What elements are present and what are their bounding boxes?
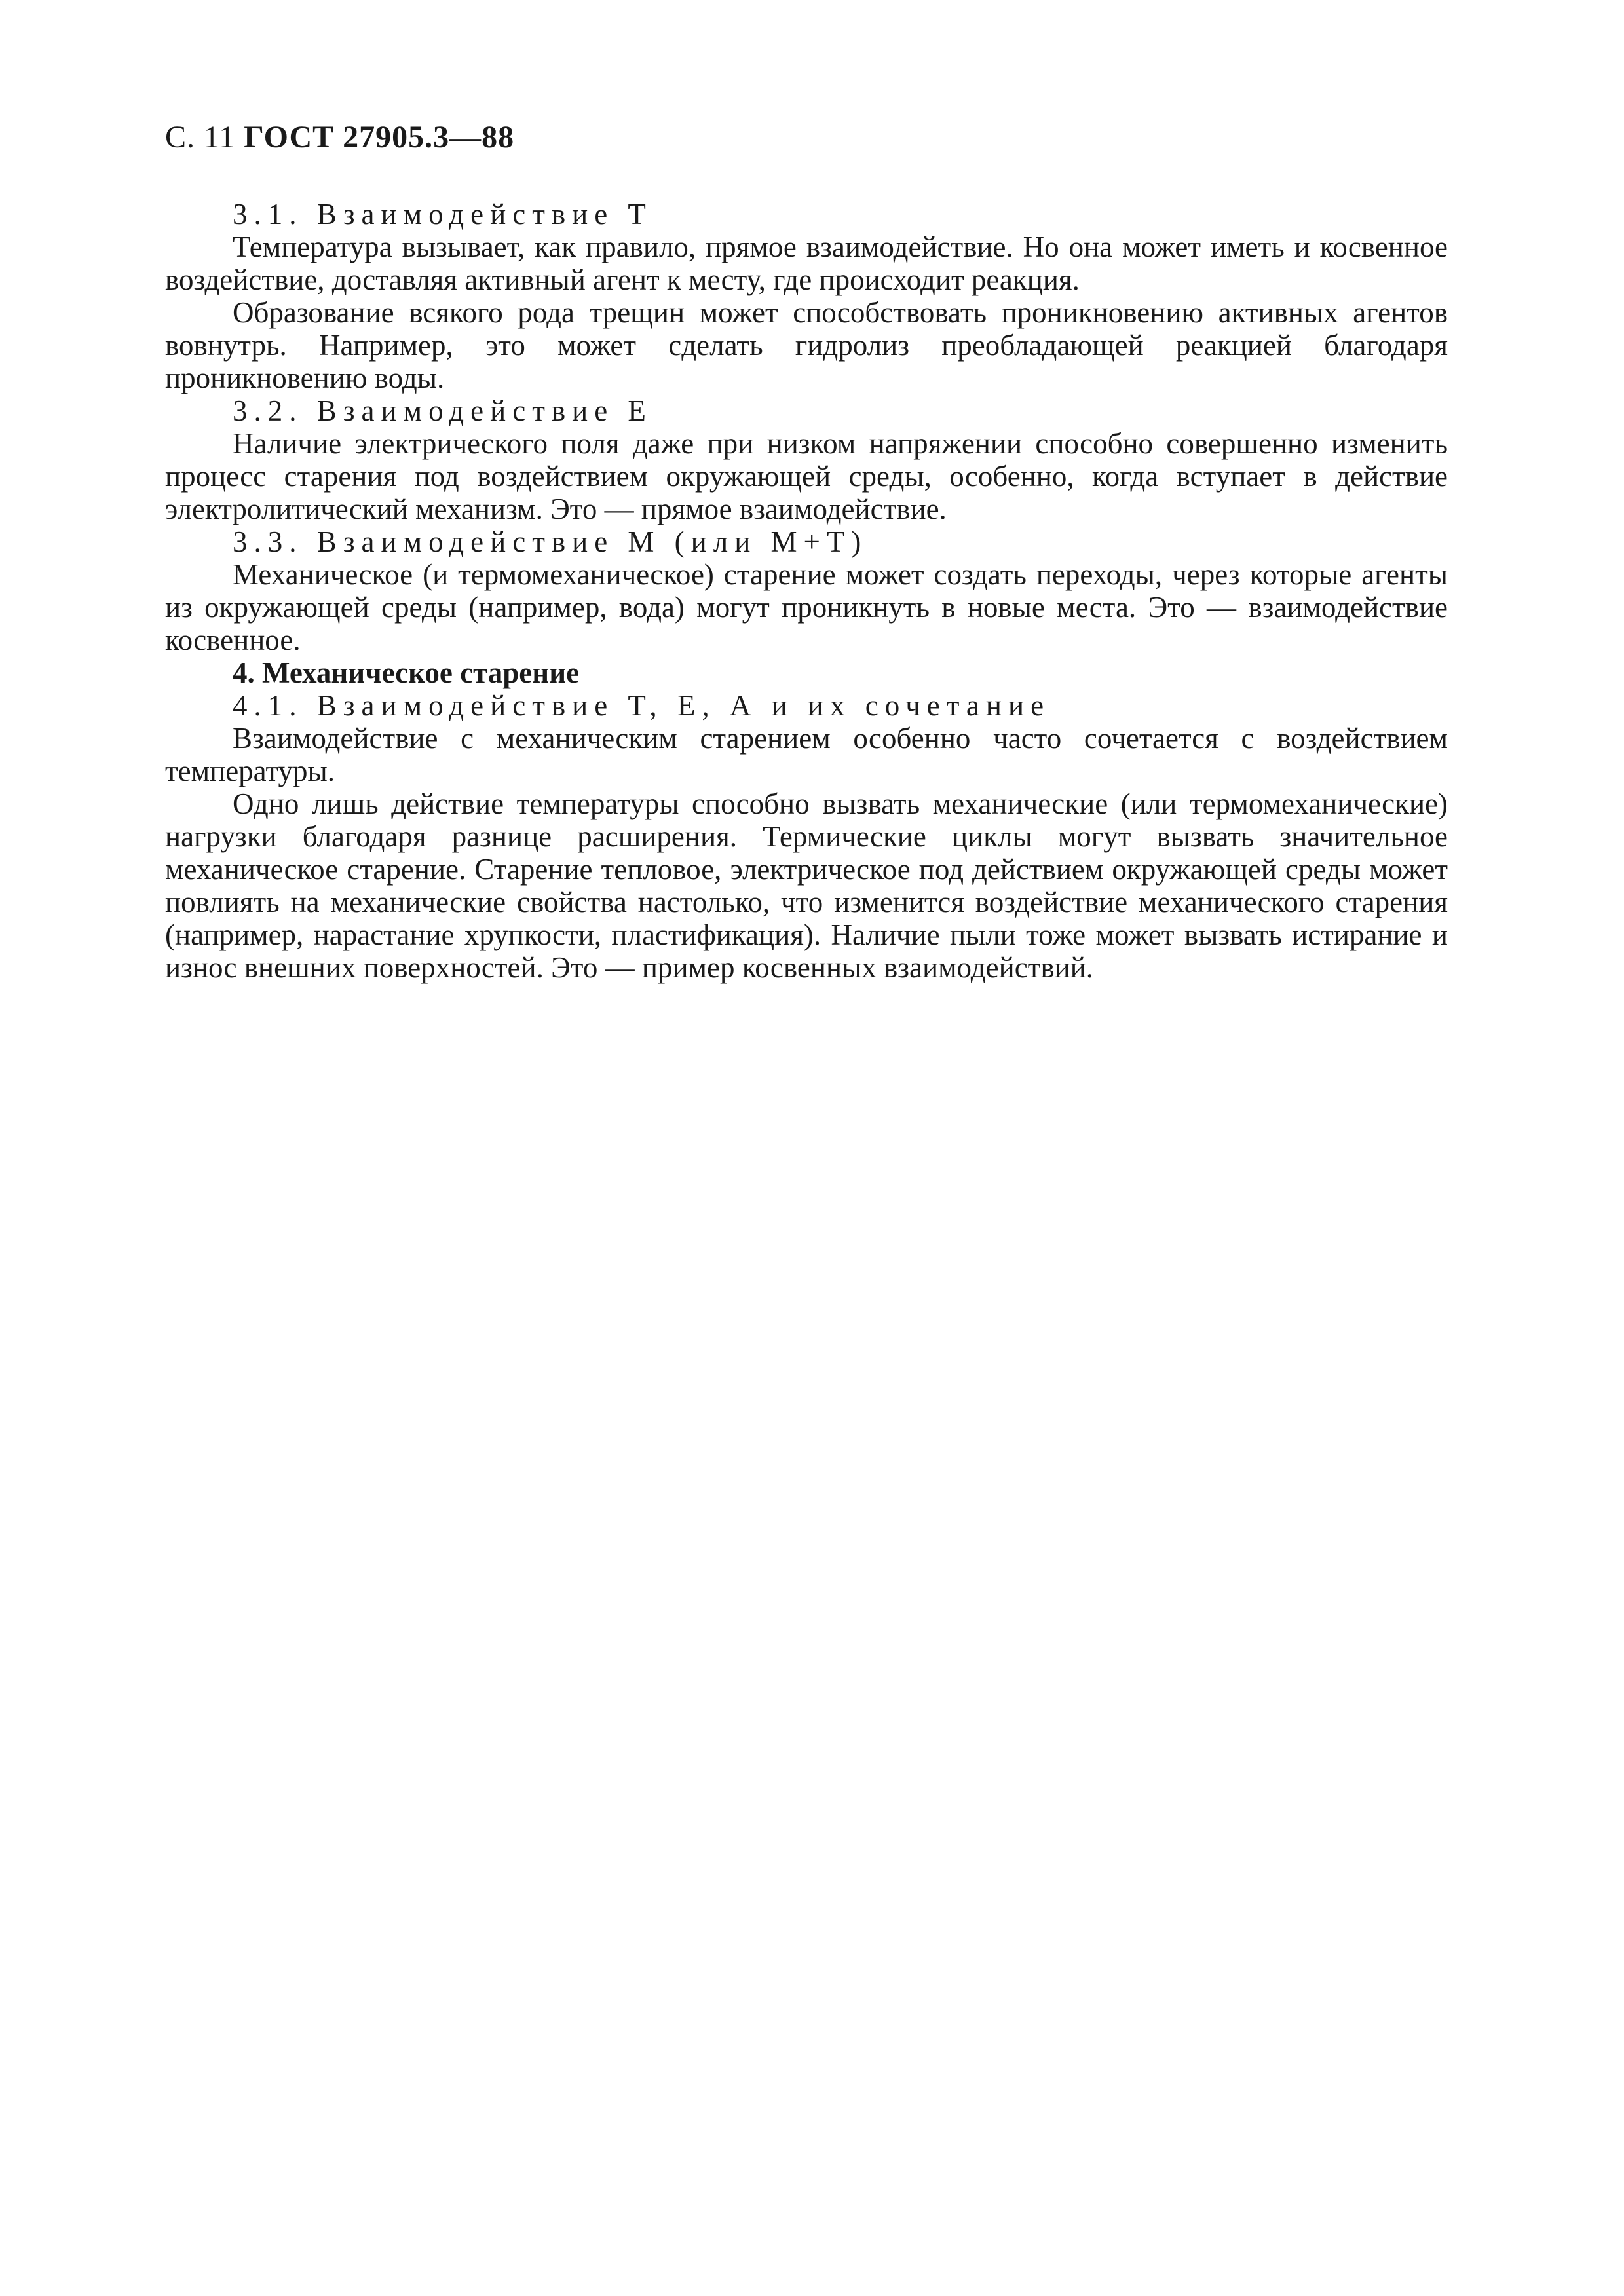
paragraph-3-1-b: Образование всякого рода трещин может способствовать проникновению активных агентов вовнутрь. Например, это может сделать гидролиз преобладающей реакцией благодаря проникновению воды. xyxy=(165,296,1448,394)
subheading-3-2: 3.2. Взаимодействие Е xyxy=(233,394,652,427)
subheading-3-1: 3.1. Взаимодействие Т xyxy=(233,198,652,231)
subheading-3-3: 3.3. Взаимодействие М (или М+Т) xyxy=(233,525,868,558)
paragraph-4-1-a: Взаимодействие с механическим старением особенно часто сочетается с воздействием температуры. xyxy=(165,722,1448,787)
paragraph-4-1-b: Одно лишь действие температуры способно вызвать механические (или термомеханические) нагрузки благодаря разнице расширения. Термические циклы могут вызвать значительное механическое старение. Старение тепловое, электрическое под действием окружающей среды может повлиять на механические свойства настолько, что изменится воздействие механического старения (например, нарастание хрупкости, пластификация). Наличие пыли тоже может вызвать истирание и износ внешних поверхностей. Это — пример косвенных взаимодействий. xyxy=(165,787,1448,984)
standard-number: ГОСТ 27905.3—88 xyxy=(244,120,515,155)
page-header xyxy=(165,119,514,155)
page-number: С. 11 xyxy=(165,120,236,155)
subheading-4-1: 4.1. Взаимодействие Т, Е, А и их сочетание xyxy=(233,689,1051,722)
section-heading-4: 4. Механическое старение xyxy=(233,656,580,689)
paragraph-3-2: Наличие электрического поля даже при низком напряжении способно совершенно изменить процесс старения под воздействием окружающей среды, особенно, когда вступает в действие электролитический механизм. Это — прямое взаимодействие. xyxy=(165,427,1448,525)
paragraph-3-3: Механическое (и термомеханическое) старение может создать переходы, через которые агенты из окружающей среды (например, вода) могут проникнуть в новые места. Это — взаимодействие косвенное. xyxy=(165,558,1448,656)
paragraph-3-1-a: Температура вызывает, как правило, прямое взаимодействие. Но она может иметь и косвенное воздействие, доставляя активный агент к месту, где происходит реакция. xyxy=(165,231,1448,296)
document-body xyxy=(165,198,1448,984)
